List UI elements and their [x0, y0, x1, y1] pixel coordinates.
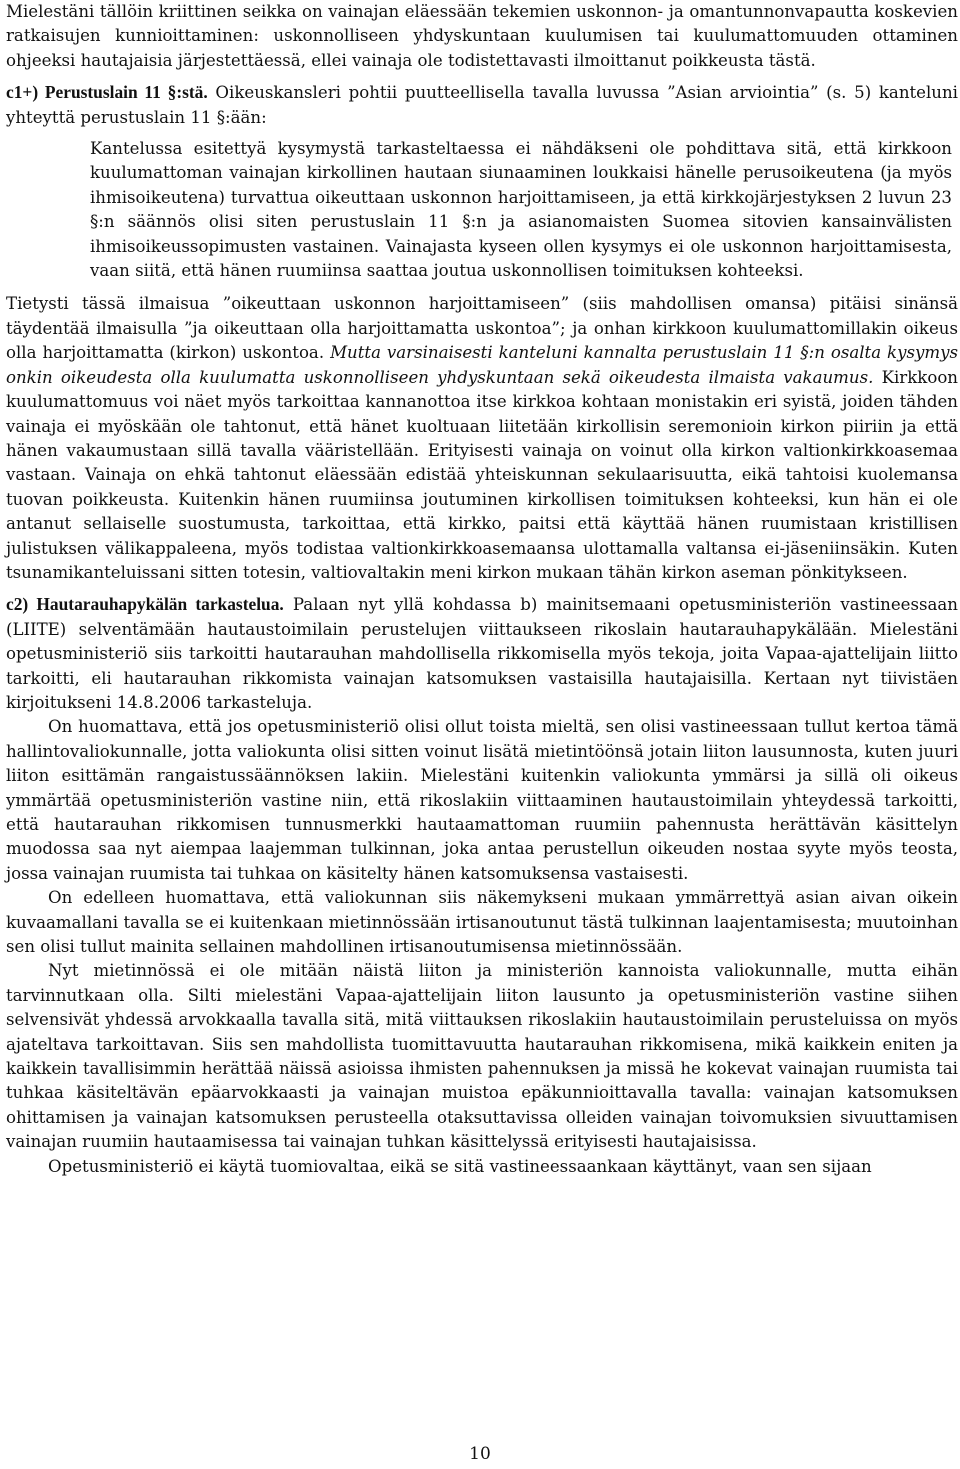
section-c1-heading: c1+) Perustuslain 11 §:stä. [6, 82, 208, 103]
paragraph-opetusministerio: Opetusministeriö ei käytä tuomiovaltaa, eikä se sitä vastineessaankaan käyttänyt, vaan sen sijaan [48, 1156, 872, 1176]
paragraph-tietysti [6, 292, 958, 585]
paragraph-huomattava: On huomattava, että jos opetusministeriö olisi ollut toista mieltä, sen olisi vastineessaan tullut kertoa tämä hallintovaliokunnalle, jotta valiokunta olisi sitten voinut lisätä mietintöönsä jotain liiton lausunnosta, kuten juuri liiton esittämän rangaistussäännöksen lakiin. Mielestäni kuitenkin valiokunta ymmärsi ja sillä oli oikeus ymmärtää opetusministeriön vastine niin, että rikoslakiin viittaaminen hautaustoimilain yhteydessä tarkoitti, että hautarauhan rikkomisen tunnusmerkki hautaamattoman ruumiin pahennusta herättävän käsittelyn muodossa saa nyt aiempaa laajemman tulkinnan, joka antaa perustellun oikeuden nostaa syyte myös teosta, jossa vainajan ruumista tai tuhkaa on käsitelty hänen katsomuksensa vastaisesti. [6, 717, 958, 883]
section-c1-text: Oikeuskansleri pohtii puutteellisella tavalla luvussa ”Asian arviointia” (s. 5) kanteluni yhteyttä perustuslain 11 §:ään: [6, 83, 958, 127]
document-page [6, 0, 958, 1179]
paragraph-tietysti-italic: Mutta varsinaisesti kanteluni kannalta perustuslain 11 §:n osalta kysymys onkin oikeudesta olla kuulumatta uskonnolliseen yhdyskuntaan sekä oikeudesta ilmaista vakaumus. [6, 343, 958, 387]
paragraph-tietysti-part1: Tietysti tässä ilmaisua ”oikeuttaan uskonnon harjoittamiseen” (siis mahdollisen omansa) pitäisi sinänsä täydentää ilmaisulla ”ja oikeuttaan olla harjoittamatta uskontoa”; ja onhan kirkkoon kuulumattomillakin oikeus olla harjoittamatta (kirkon) uskontoa. [6, 294, 958, 363]
page-number: 10 [469, 1444, 491, 1464]
section-c2-text: Palaan nyt yllä kohdassa b) mainitsemaani opetusministeriön vastineessaan (LIITE) selventämään hautaustoimilain perustelujen viittaukseen rikoslain hautarauhapykälään. Mielestäni opetusministeriö siis tarkoitti hautarauhan mahdollisella rikkomisella myös tekoja, joita Vapaa-ajattelijain liitto tarkoitti, eli hautarauhan rikkomista vainajan katsomuksen vastaisilla hautajaisilla. Kertaan nyt tiivistäen kirjoitukseni 14.8.2006 tarkasteluja. [6, 595, 958, 712]
section-c2-heading: c2) Hautarauhapykälän tarkastelua. [6, 594, 284, 615]
paragraph-intro: Mielestäni tällöin kriittinen seikka on vainajan eläessään tekemien uskonnon- ja omantunnonvapautta koskevien ratkaisujen kunnioittaminen: uskonnolliseen yhdyskuntaan kuulumisen tai kuulumattomuuden ottaminen ohjeeksi hautajaisia järjestettäessä, ellei vainaja ole todistettavasti ilmoittanut poikkeusta tästä. [6, 2, 958, 70]
block-quote: Kantelussa esitettyä kysymystä tarkasteltaessa ei nähdäkseni ole pohdittava sitä, että kirkkoon kuulumattoman vainajan kirkollinen hautaan siunaaminen loukkaisi hänelle perusoikeutena (ja myös ihmisoikeutena) turvattua oikeuttaan uskonnon harjoittamiseen, ja että kirkkojärjestyksen 2 luvun 23 §:n säännös olisi siten perustuslain 11 §:n ja asianomaisten Suomea sitovien kansainvälisten ihmisoikeussopimusten vastainen. Vainajasta kyseen ollen kysymys ei ole uskonnon harjoittamisesta, vaan siitä, että hänen ruumiinsa saattaa joutua uskonnollisen toimituksen kohteeksi. [90, 139, 952, 281]
paragraph-edelleen: On edelleen huomattava, että valiokunnan siis näkemykseni mukaan ymmärrettyä asian aivan oikein kuvaamallani tavalla se ei kuitenkaan mietinnössään irtisanoutunut tästä tulkinnan laajentamisesta; muutoinhan sen olisi tullut mainita sellainen mahdollinen irtisanoutumisensa mietinnössään. [6, 888, 958, 957]
section-c2 [6, 592, 958, 715]
paragraph-mietinnossa: Nyt mietinnössä ei ole mitään näistä liiton ja ministeriön kannoista valiokunnalle, mutta eihän tarvinnutkaan olla. Silti mielestäni Vapaa-ajattelijain liiton lausunto ja opetusministeriön vastine siihen selvensivät yhdessä arvokkaalla tavalla sitä, mitä viittauksen rikoslakiin hautaustoimilain perusteluissa on myös ajateltava tarkoittavan. Siis sen mahdollista tuomittavuutta hautarauhan rikkomisena, mikä kaikkein eniten ja kaikkein tavallisimmin herättää näissä asioissa ihmisten pahennuksen ja missä he kokevat vainajan ruumista tai tuhkaa käsiteltävän epäarvokkaasti ja vainajan muistoa epäkunnioittavalla tavalla: vainajan katsomuksen ohittamisen ja vainajan katsomuksen perusteella otaksuttavissa olleiden vainajan toivomuksien sivuuttamisen vainajan ruumiin hautaamisessa tai vainajan tuhkan käsittelyssä erityisesti hautajaisissa. [6, 961, 958, 1152]
section-c1 [6, 80, 958, 130]
paragraph-tietysti-part2: Kirkkoon kuulumattomuus voi näet myös tarkoittaa kannanottoa itse kirkkoa kohtaan monistakin eri syistä, joiden tähden vainaja ei myöskään ole tahtonut, että hänet kuoltuaan liitetään kirkollisin seremonioin kirkon piiriin ja että hänen vakaumustaan sillä tavalla vääristellään. Erityisesti vainaja on voinut olla kirkon valtionkirkkoasemaa vastaan. Vainaja on ehkä tahtonut eläessään edistää yhteiskunnan sekulaarisuutta, eikä tahtoisi kuolemansa tuovan poikkeusta. Kuitenkin hänen ruumiinsa joutuminen kirkollisen toimituksen kohteeksi, kun hän ei ole antanut sellaiselle suostumusta, tarkoittaa, että kirkko, paitsi että käyttää hänen ruumistaan kristillisen julistuksen välikappaleena, myös todistaa valtionkirkkoasemaansa ulottamalla valtansa ei-jäseniinsäkin. Kuten tsunamikanteluissani sitten totesin, valtiovaltakin meni kirkon mukaan tähän kirkon aseman pönkitykseen. [6, 367, 958, 582]
